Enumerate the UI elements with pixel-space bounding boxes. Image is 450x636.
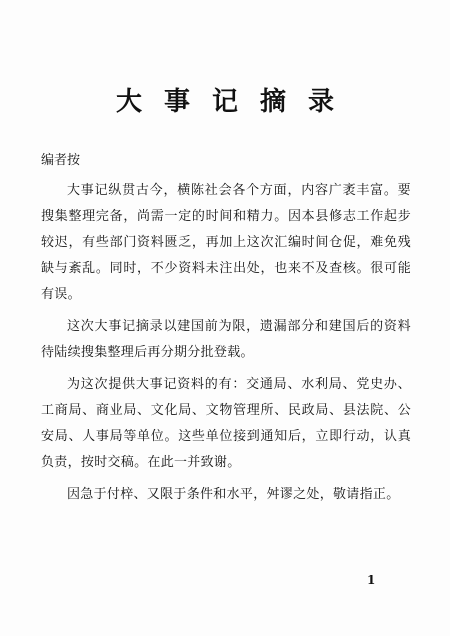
body-text bbox=[41, 178, 411, 514]
page-number: 1 bbox=[367, 573, 376, 587]
page-title: 大事记摘录 bbox=[115, 87, 356, 117]
paragraph-intro: 大事记纵贯古今，横陈社会各个方面，内容广袤丰富。要搜集整理完备，尚需一定的时间和精力。因本县修志工作起步较迟，有些部门资料匮乏，再加上这次汇编时间仓促，难免残缺与紊乱。同时，不少资料未注出处，也来不及查核。很可能有误。 bbox=[41, 183, 411, 302]
editor-note-label: 编者按 bbox=[41, 153, 81, 168]
paragraph-closing: 因急于付梓、又限于条件和水平，舛谬之处，敬请指正。 bbox=[67, 487, 400, 502]
paragraph-scope: 这次大事记摘录以建国前为限，遗漏部分和建国后的资料待陆续搜集整理后再分期分批登载。 bbox=[41, 319, 411, 360]
paragraph-acknowledgements: 为这次提供大事记资料的有：交通局、水利局、党史办、工商局、商业局、文化局、文物管理所、民政局、县法院、公安局、人事局等单位。这些单位接到通知后，立即行动，认真负责，按时交稿。在此一并致谢。 bbox=[41, 377, 411, 470]
